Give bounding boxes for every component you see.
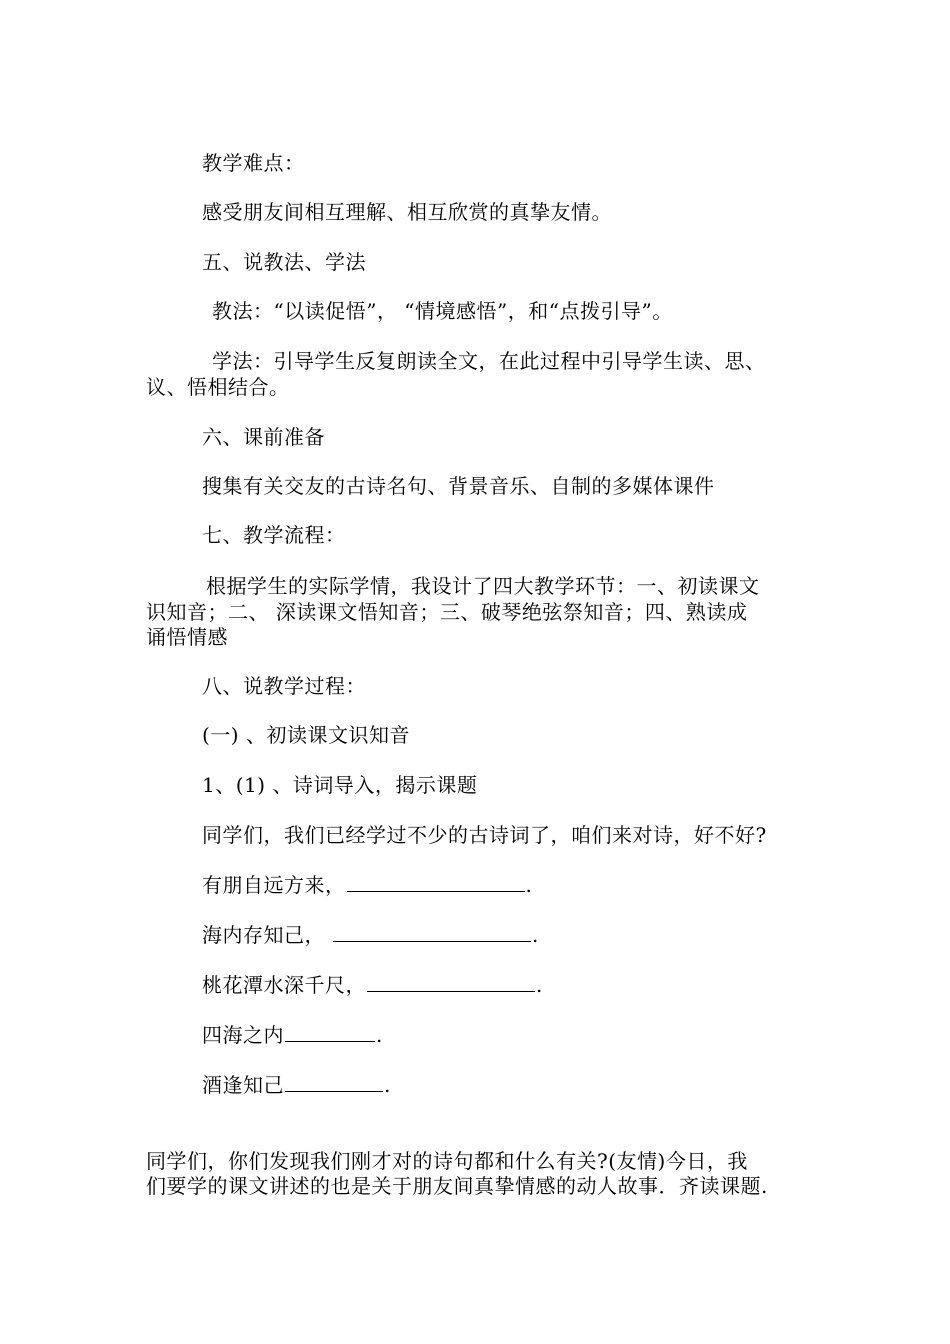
poem-line-2-text: 海内存知己， [202, 923, 325, 947]
poem-line-4-text: 四海之内 [202, 1023, 284, 1047]
poem-blank-3 [367, 973, 535, 992]
poem-line-3 [202, 972, 543, 998]
poem-line-5-text: 酒逢知己 [202, 1073, 284, 1097]
poem-blank-5 [285, 1073, 383, 1092]
poem-line-1-text: 有朋自远方来， [202, 873, 346, 897]
poem-blank-4-end: . [376, 1023, 383, 1047]
poem-blank-5-end: . [384, 1073, 391, 1097]
heading-section-six: 六、课前准备 [202, 425, 325, 449]
poem-blank-1-end: . [525, 873, 533, 897]
poem-blank-2-end: . [532, 923, 539, 947]
paragraph-difficulty-content: 感受朋友间相互理解、相互欣赏的真挚友情。 [202, 200, 612, 224]
heading-section-seven: 七、教学流程： [202, 523, 346, 547]
heading-teaching-difficulty: 教学难点： [202, 151, 305, 175]
subheading-step-one: 1、(1) 、诗词导入，揭示课题 [202, 773, 478, 797]
paragraph-poem-intro: 同学们，我们已经学过不少的古诗词了，咱们来对诗，好不好? [202, 823, 767, 847]
paragraph-learning-method-line1: 学法：引导学生反复朗读全文，在此过程中引导学生读、思、 [212, 349, 766, 373]
heading-section-eight: 八、说教学过程： [202, 674, 366, 698]
paragraph-process-line2: 识知音；二、 深读课文悟知音；三、破琴绝弦祭知音；四、熟读成 [146, 600, 748, 624]
paragraph-teaching-method: 教法：“以读促悟”， “情境感悟”，和“点拨引导”。 [212, 299, 673, 323]
poem-blank-4 [285, 1023, 375, 1042]
heading-section-five: 五、说教法、学法 [202, 250, 366, 274]
paragraph-conclusion-line2: 们要学的课文讲述的也是关于朋友间真挚情感的动人故事．齐读课题. [146, 1174, 768, 1198]
poem-blank-1 [347, 873, 525, 892]
paragraph-learning-method-line2: 议、悟相结合。 [146, 375, 290, 399]
poem-line-1 [202, 872, 532, 898]
paragraph-process-line1: 根据学生的实际学情，我设计了四大教学环节：一、初读课文 [206, 574, 760, 598]
poem-blank-2 [333, 923, 531, 942]
poem-blank-3-end: . [536, 973, 543, 997]
poem-line-3-text: 桃花潭水深千尺， [202, 973, 366, 997]
poem-line-5 [202, 1072, 391, 1098]
poem-line-2 [202, 922, 539, 948]
poem-line-4 [202, 1022, 383, 1048]
paragraph-process-line3: 诵悟情感 [146, 625, 228, 649]
paragraph-preparation: 搜集有关交友的古诗名句、背景音乐、自制的多媒体课件 [202, 474, 715, 498]
paragraph-conclusion-line1: 同学们，你们发现我们刚才对的诗句都和什么有关?(友情)今日，我 [146, 1149, 748, 1173]
subheading-part-one: (一) 、初读课文识知音 [202, 723, 410, 747]
